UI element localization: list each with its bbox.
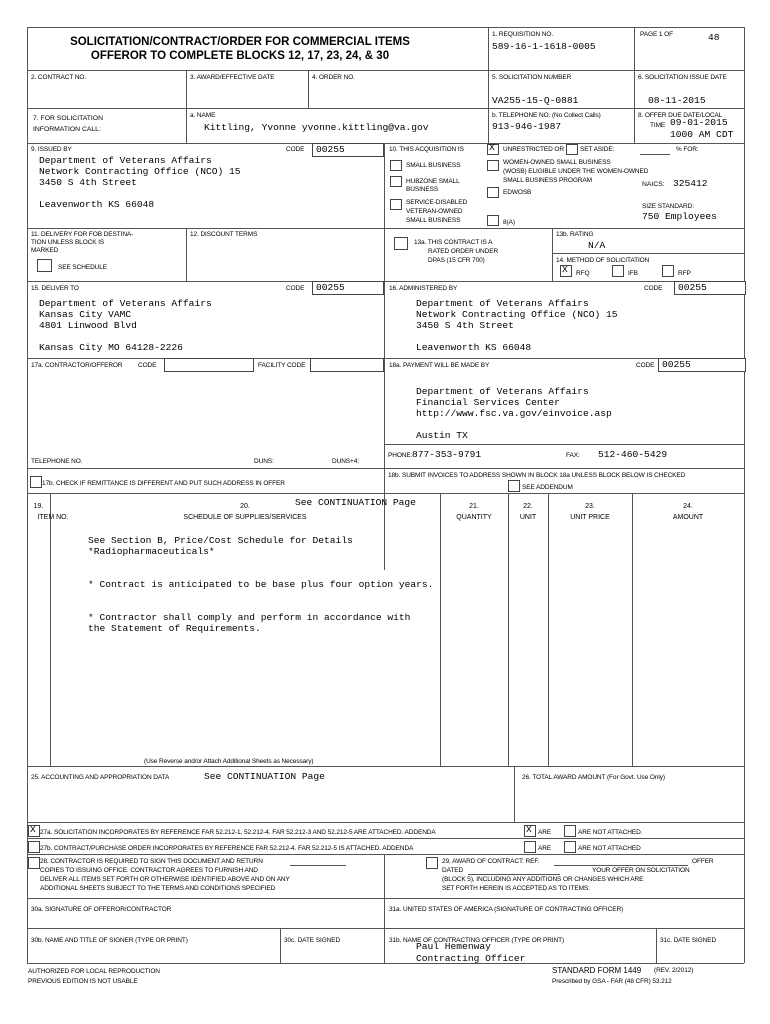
wosb-checkbox[interactable]: [487, 160, 499, 171]
form-line: [508, 493, 509, 766]
rated-order-label-2: RATED ORDER UNDER: [428, 248, 499, 255]
deliver-to-label: 15. DELIVER TO: [31, 285, 79, 292]
offeror-signature-label: 30a. SIGNATURE OF OFFEROR/CONTRACTOR: [31, 906, 172, 913]
col20-continuation: See CONTINUATION Page: [295, 497, 416, 508]
payment-line: Department of Veterans Affairs: [416, 386, 589, 397]
form-bottom-border: [27, 963, 744, 964]
sdvosb-label: SERVICE-DISABLED: [406, 199, 468, 206]
issued-by-code: 00255: [316, 144, 345, 155]
form-line: [27, 838, 744, 839]
percent-for-label: % FOR:: [676, 146, 699, 153]
administered-by-code: 00255: [678, 282, 707, 293]
see-schedule-checkbox[interactable]: [37, 259, 52, 272]
form-line: [27, 281, 744, 282]
col24-label: AMOUNT: [672, 514, 704, 521]
fax-value: 512-460-5429: [598, 449, 668, 460]
form-left-border: [27, 27, 28, 963]
ifb-checkbox[interactable]: [612, 265, 624, 277]
solicitation-number-label: 5. SOLICITATION NUMBER: [492, 74, 572, 81]
payment-code-label: CODE: [636, 362, 655, 369]
offer-time-label: TIME: [650, 122, 666, 129]
col21-label: QUANTITY: [456, 514, 492, 521]
deliver-to-line: 4801 Linwood Blvd: [39, 320, 137, 331]
offer-due-date: 09-01-2015: [670, 117, 728, 128]
administered-by-line: Network Contracting Office (NCO) 15: [416, 309, 618, 320]
size-standard: 750 Employees: [642, 211, 717, 222]
28-copies-line: [290, 865, 346, 866]
27a-are-check-mark: X: [526, 824, 532, 835]
small-business-label: SMALL BUSINESS: [406, 162, 461, 169]
contractor-label: 17a. CONTRACTOR/OFFEROR: [31, 362, 123, 369]
form-line: [552, 228, 553, 281]
form-line: [514, 766, 515, 822]
administered-by-line: Leavenworth KS 66048: [416, 342, 532, 353]
28-checkbox[interactable]: [28, 857, 40, 869]
offeror-date-label: 30c. DATE SIGNED: [284, 937, 341, 944]
size-standard-label: SIZE STANDARD:: [642, 203, 694, 210]
form-line: [552, 253, 744, 254]
29-offer-label: OFFER: [692, 858, 714, 865]
col20-label: SCHEDULE OF SUPPLIES/SERVICES: [183, 514, 307, 521]
discount-terms-label: 12. DISCOUNT TERMS: [190, 231, 258, 238]
form-title-line1: SOLICITATION/CONTRACT/ORDER FOR COMMERCIAL ITEMS: [70, 36, 410, 48]
form-line: [440, 493, 441, 766]
rating-value: N/A: [588, 240, 606, 251]
27a-label: 27a. SOLICITATION INCORPORATES BY REFERENCE FAR 52.212-1, 52.212-4. FAR 52.212-3 AND 52.212-5 ARE ATTACHED. ADDENDA: [40, 829, 436, 836]
issued-by-line: 3450 S 4th Street: [39, 177, 137, 188]
offer-due-label: 8. OFFER DUE DATE/LOCAL: [638, 112, 723, 119]
form-line: [27, 493, 744, 494]
authorized-reproduction: AUTHORIZED FOR LOCAL REPRODUCTION: [28, 968, 160, 975]
rfq-check-mark: X: [562, 264, 568, 275]
acquisition-label: 10. THIS ACQUISITION IS: [389, 146, 464, 153]
form-line: [384, 444, 744, 445]
facility-code-input[interactable]: [310, 358, 384, 372]
col19-num: 19.: [33, 503, 44, 510]
29-checkbox[interactable]: [426, 857, 438, 869]
sdvosb-label-2: VETERAN-OWNED: [406, 208, 463, 215]
eight-a-checkbox[interactable]: [487, 215, 499, 226]
issued-by-code-label: CODE: [286, 146, 305, 153]
solicitation-info-label: 7. FOR SOLICITATION: [33, 115, 103, 122]
signer-name-label: 30b. NAME AND TITLE OF SIGNER (TYPE OR PRINT): [31, 937, 188, 944]
27a-not-attached-label: ARE NOT ATTACHED.: [578, 829, 643, 836]
unrestricted-check-mark: X: [489, 142, 495, 153]
form-revision: (REV. 2/2012): [654, 967, 694, 974]
contact-name: Kittling, Yvonne yvonne.kittling@va.gov: [204, 122, 429, 133]
form-line: [186, 228, 187, 281]
28-label-2: COPIES TO ISSUING OFFICE. CONTRACTOR AGREES TO FURNISH AND: [40, 867, 258, 874]
duns-label: DUNS:: [254, 458, 274, 465]
submit-invoices-label: 18b. SUBMIT INVOICES TO ADDRESS SHOWN IN BLOCK 18a UNLESS BLOCK BELOW IS CHECKED: [388, 472, 686, 479]
hubzone-label-2: BUSINESS: [406, 186, 439, 193]
facility-code-label: FACILITY CODE: [258, 362, 306, 369]
small-business-checkbox[interactable]: [390, 160, 402, 171]
payment-url: http://www.fsc.va.gov/einvoice.asp: [416, 408, 612, 419]
form-line: [308, 70, 309, 108]
col19-label: ITEM NO.: [37, 514, 69, 521]
rated-order-label: 13a. THIS CONTRACT IS A: [414, 239, 493, 246]
set-aside-label: SET ASIDE:: [580, 146, 615, 153]
29-label-4: SET FORTH HEREIN IS ACCEPTED AS TO ITEMS:: [442, 885, 590, 892]
issued-by-line: Leavenworth KS 66048: [39, 199, 155, 210]
28-label-3: DELIVER ALL ITEMS SET FORTH OR OTHERWISE IDENTIFIED ABOVE AND ON ANY: [40, 876, 290, 883]
government-date-label: 31c. DATE SIGNED: [660, 937, 717, 944]
form-line: [632, 493, 633, 766]
government-signature-label: 31a. UNITED STATES OF AMERICA (SIGNATURE OF CONTRACTING OFFICER): [389, 906, 624, 913]
payment-label: 18a. PAYMENT WILL BE MADE BY: [389, 362, 490, 369]
form-line: [488, 27, 489, 143]
col22-num: 22.: [523, 503, 533, 510]
page-label: PAGE 1 OF: [640, 31, 673, 38]
prescribed-by: Prescribed by GSA - FAR (48 CFR) 53.212: [552, 978, 672, 985]
naics-code: 325412: [673, 178, 708, 189]
28-label-4: ADDITIONAL SHEETS SUBJECT TO THE TERMS AND CONDITIONS SPECIFIED: [40, 885, 276, 892]
deliver-to-code-label: CODE: [286, 285, 305, 292]
27b-are-label: ARE: [538, 845, 552, 852]
administered-by-line: Department of Veterans Affairs: [416, 298, 589, 309]
form-line: [27, 898, 744, 899]
remittance-label: 17b. CHECK IF REMITTANCE IS DIFFERENT AND PUT SUCH ADDRESS IN OFFER: [42, 480, 285, 487]
remittance-checkbox[interactable]: [30, 476, 42, 488]
form-line: [27, 928, 744, 929]
sdvosb-checkbox[interactable]: [390, 199, 402, 210]
deliver-to-line: Department of Veterans Affairs: [39, 298, 212, 309]
wosb-label-3: SMALL BUSINESS PROGRAM: [503, 177, 592, 184]
page-total: 48: [708, 32, 720, 43]
contracting-officer-label: 31b. NAME OF CONTRACTING OFFICER (TYPE OR PRINT): [389, 937, 565, 944]
form-line: [27, 228, 744, 229]
rfp-label: RFP: [678, 270, 691, 277]
form-line: [186, 70, 187, 108]
form-line: [634, 27, 635, 143]
contractor-code-input[interactable]: [164, 358, 254, 372]
accounting-value: See CONTINUATION Page: [204, 771, 325, 782]
27a-check-mark: X: [30, 824, 36, 835]
solicitation-number: VA255-15-Q-0881: [492, 95, 579, 106]
delivery-label-3: MARKED: [31, 247, 59, 254]
rated-order-checkbox[interactable]: [394, 237, 408, 250]
issued-by-line: Department of Veterans Affairs: [39, 155, 212, 166]
naics-label: NAICS:: [642, 181, 665, 188]
contact-name-label: a. NAME: [190, 112, 216, 119]
form-line: [548, 493, 549, 766]
payment-code: 00255: [662, 359, 691, 370]
eight-a-label: 8(A): [503, 219, 515, 226]
wosb-label: WOMEN-OWNED SMALL BUSINESS: [503, 159, 611, 166]
delivery-label-2: TION UNLESS BLOCK IS: [31, 239, 105, 246]
standard-form-number: STANDARD FORM 1449: [552, 966, 642, 975]
requisition-label: 1. REQUISITION NO.: [492, 31, 554, 38]
issued-by-label: 9. ISSUED BY: [31, 146, 72, 153]
payment-line: Austin TX: [416, 430, 468, 441]
27b-are-checkbox[interactable]: [524, 841, 536, 853]
telephone-label: b. TELEPHONE NO. (No Collect Calls): [492, 112, 601, 119]
schedule-text: *Radiopharmaceuticals*: [88, 546, 215, 557]
addendum-label: SEE ADDENDUM: [522, 484, 573, 491]
edwosb-label: EDWOSB: [503, 189, 532, 196]
29-label-3: (BLOCK 5), INCLUDING ANY ADDITIONS OR CHANGES WHICH ARE: [442, 876, 644, 883]
award-date-label: 3. AWARD/EFFECTIVE DATE: [190, 74, 275, 81]
form-line: [27, 70, 744, 71]
col22-label: UNIT: [519, 514, 537, 521]
contracting-officer-name: Paul Hemenway: [416, 941, 491, 952]
28-label: 28. CONTRACTOR IS REQUIRED TO SIGN THIS DOCUMENT AND RETURN: [40, 858, 263, 865]
deliver-to-line: Kansas City VAMC: [39, 309, 132, 320]
29-dated-line: [468, 874, 560, 875]
delivery-label: 11. DELIVERY FOR FOB DESTINA-: [31, 231, 134, 238]
form-line: [27, 854, 744, 855]
form-line: [50, 493, 51, 766]
contractor-code-label: CODE: [138, 362, 157, 369]
duns4-label: DUNS+4:: [332, 458, 359, 465]
form-line: [656, 928, 657, 963]
col21-num: 21.: [469, 503, 479, 510]
deliver-to-line: Kansas City MO 64128-2226: [39, 342, 183, 353]
administered-by-line: 3450 S 4th Street: [416, 320, 514, 331]
form-line: [384, 854, 385, 963]
offer-due-time: 1000 AM CDT: [670, 129, 734, 140]
method-label: 14. METHOD OF SOLICITATION: [556, 257, 650, 264]
form-title-line2: OFFEROR TO COMPLETE BLOCKS 12, 17, 23, 24, & 30: [90, 50, 390, 62]
form-line: [27, 822, 744, 823]
schedule-footer-note: (Use Reverse and/or Attach Additional Sheets as Necessary): [144, 758, 314, 765]
rfq-label: RFQ: [576, 270, 590, 277]
hubzone-label: HUBZONE SMALL: [406, 178, 460, 185]
set-aside-checkbox[interactable]: [566, 144, 578, 155]
previous-edition-note: PREVIOUS EDITION IS NOT USABLE: [28, 978, 138, 985]
set-aside-percent-line: [640, 154, 670, 155]
27b-label: 27b. CONTRACT/PURCHASE ORDER INCORPORATES BY REFERENCE FAR 52.212-4. FAR 52.212-5 IS ATTACHED. ADDENDA: [40, 845, 414, 852]
sdvosb-label-3: SMALL BUSINESS: [406, 217, 461, 224]
telephone-value: 913-946-1987: [492, 121, 562, 132]
29-dated-label: DATED: [442, 867, 464, 874]
col23-num: 23.: [585, 503, 595, 510]
form-top-border: [27, 27, 744, 28]
edwosb-checkbox[interactable]: [487, 187, 499, 198]
29-your-offer-label: YOUR OFFER ON SOLICITATION: [592, 867, 690, 874]
29-label: 29. AWARD OF CONTRACT: REF.: [442, 858, 540, 865]
wosb-label-2: (WOSB) ELIGIBLE UNDER THE WOMEN-OWNED: [503, 168, 649, 175]
form-line: [280, 928, 281, 963]
form-line: [27, 468, 744, 469]
hubzone-checkbox[interactable]: [390, 176, 402, 187]
administered-by-label: 16. ADMINISTERED BY: [389, 285, 458, 292]
schedule-text: the Statement of Requirements.: [88, 623, 261, 634]
addendum-checkbox[interactable]: [508, 480, 520, 492]
see-schedule-label: SEE SCHEDULE: [58, 264, 108, 271]
phone-value: 877-353-9791: [412, 449, 482, 460]
contracting-officer-title: Contracting Officer: [416, 953, 526, 964]
col24-num: 24.: [683, 503, 693, 510]
deliver-to-code: 00255: [316, 282, 345, 293]
rfp-checkbox[interactable]: [662, 265, 674, 277]
form-line: [27, 358, 744, 359]
27b-not-attached-checkbox[interactable]: [564, 841, 576, 853]
27a-not-attached-checkbox[interactable]: [564, 825, 576, 837]
solicitation-info-label-2: INFORMATION CALL:: [33, 126, 101, 133]
col23-label: UNIT PRICE: [570, 514, 610, 521]
col20-num: 20.: [240, 503, 250, 510]
ifb-label: IFB: [628, 270, 638, 277]
27a-are-label: ARE: [538, 829, 552, 836]
27b-not-attached-label: ARE NOT ATTACHED: [578, 845, 641, 852]
fax-label: FAX:: [566, 452, 580, 459]
29-ref-line: [554, 865, 688, 866]
payment-line: Financial Services Center: [416, 397, 560, 408]
form-line: [27, 766, 744, 767]
form-right-border: [744, 27, 745, 963]
total-award-label: 26. TOTAL AWARD AMOUNT (For Govt. Use Only): [522, 774, 665, 781]
phone-label: PHONE:: [388, 452, 413, 459]
27b-checkbox[interactable]: [28, 841, 40, 853]
administered-by-code-label: CODE: [644, 285, 663, 292]
order-no-label: 4. ORDER NO.: [312, 74, 355, 81]
telephone-no-label: TELEPHONE NO.: [31, 458, 83, 465]
issue-date: 08-11-2015: [648, 95, 706, 106]
schedule-text: See Section B, Price/Cost Schedule for Details: [88, 535, 353, 546]
form-line: [186, 108, 187, 143]
form-line: [27, 143, 744, 144]
issue-date-label: 6. SOLICITATION ISSUE DATE: [638, 74, 727, 81]
schedule-text: * Contractor shall comply and perform in accordance with: [88, 612, 411, 623]
requisition-number: 589-16-1-1618-0005: [492, 41, 596, 52]
contract-no-label: 2. CONTRACT NO.: [31, 74, 87, 81]
rating-label: 13b. RATING: [556, 231, 594, 238]
rated-order-label-3: DPAS (15 CFR 700): [428, 257, 485, 264]
unrestricted-label: UNRESTRICTED OR: [503, 146, 564, 153]
accounting-label: 25. ACCOUNTING AND APPROPRIATION DATA: [31, 774, 170, 781]
schedule-text: * Contract is anticipated to be base plus four option years.: [88, 579, 434, 590]
issued-by-line: Network Contracting Office (NCO) 15: [39, 166, 241, 177]
form-line: [27, 108, 744, 109]
